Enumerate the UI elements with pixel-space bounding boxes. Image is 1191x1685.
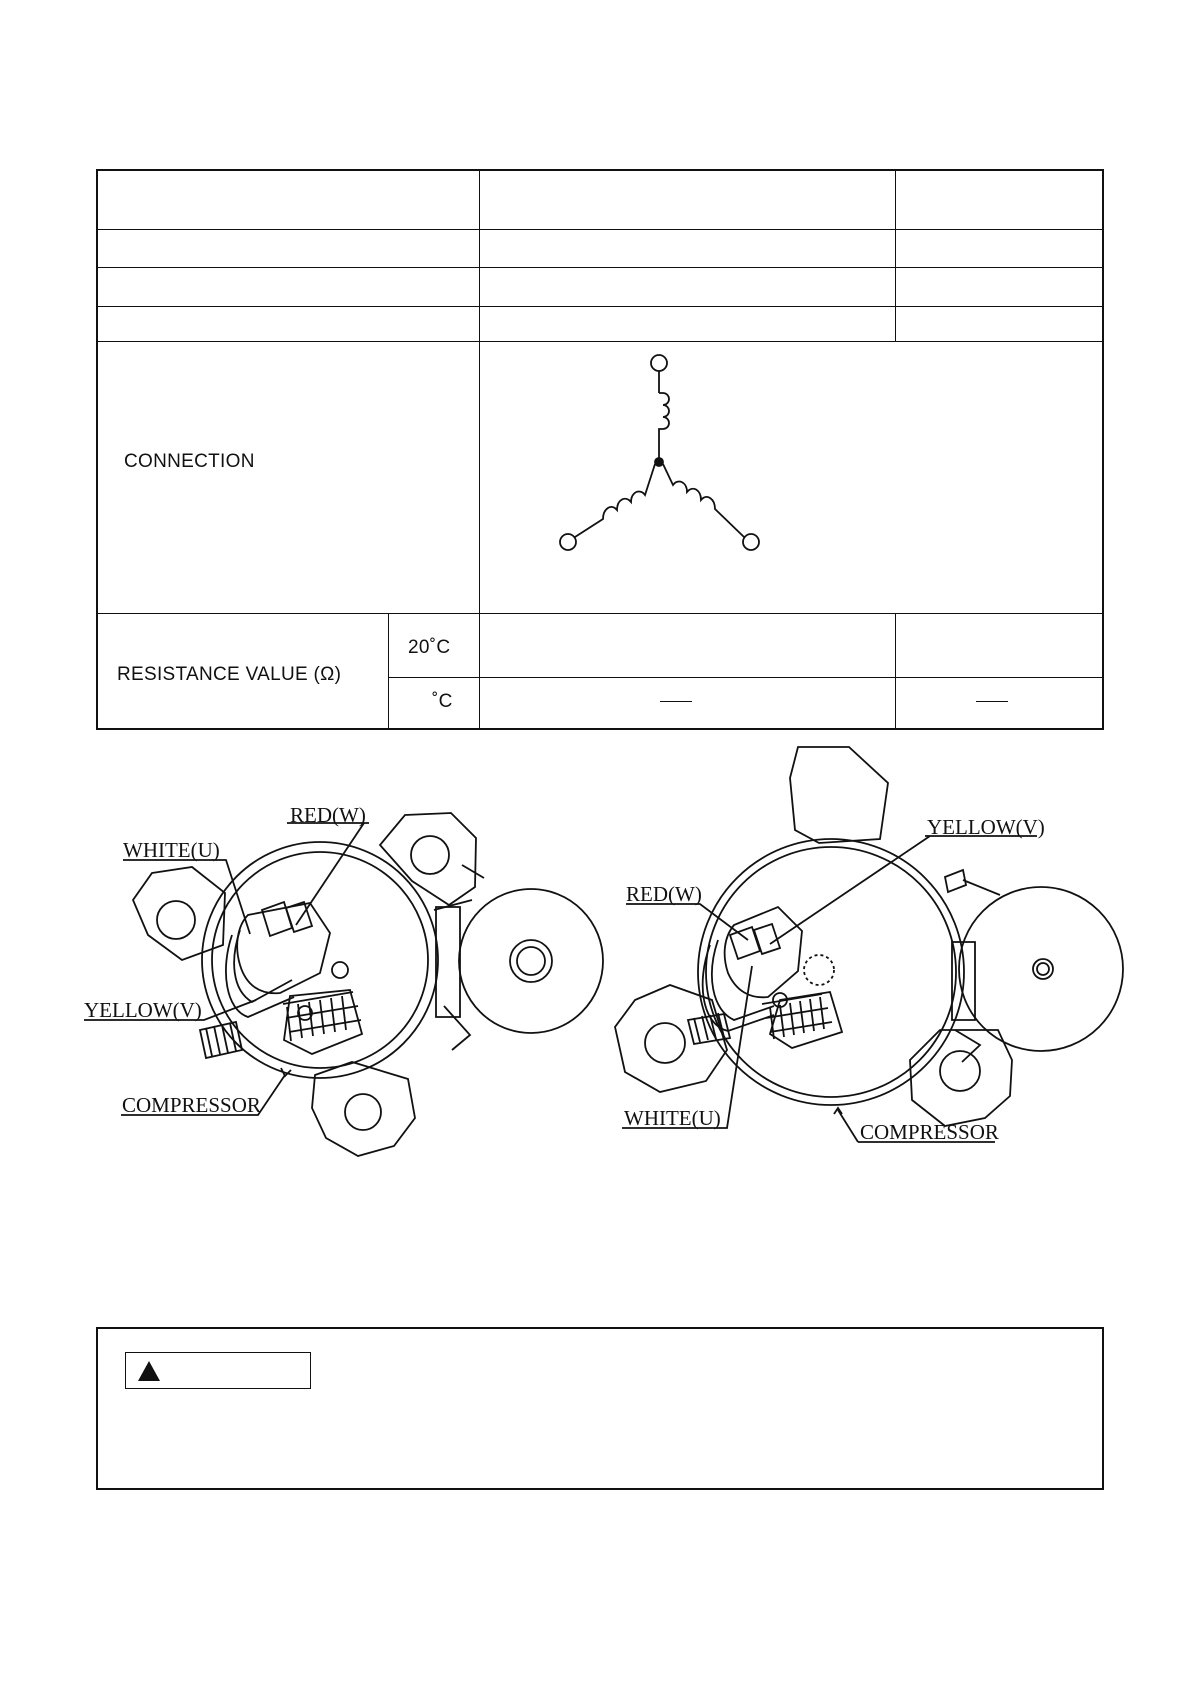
caution-badge — [125, 1352, 311, 1389]
connection-label: CONNECTION — [124, 451, 255, 472]
warning-triangle-icon — [138, 1361, 160, 1381]
caution-box — [96, 1327, 1104, 1490]
right-red-w-label: RED(W) — [626, 882, 702, 906]
left-red-w-label: RED(W) — [290, 803, 366, 827]
left-white-u-label: WHITE(U) — [123, 838, 220, 862]
right-yellow-v-label: YELLOW(V) — [927, 815, 1045, 839]
temperature-blank-label: ˚C — [432, 691, 453, 712]
temperature-20c-label: 20˚C — [408, 637, 451, 658]
left-yellow-v-label: YELLOW(V) — [84, 998, 202, 1022]
left-compressor-label: COMPRESSOR — [122, 1093, 261, 1117]
resistance-label: RESISTANCE VALUE (Ω) — [117, 664, 342, 685]
right-compressor-label: COMPRESSOR — [860, 1120, 999, 1144]
right-white-u-label: WHITE(U) — [624, 1106, 721, 1130]
